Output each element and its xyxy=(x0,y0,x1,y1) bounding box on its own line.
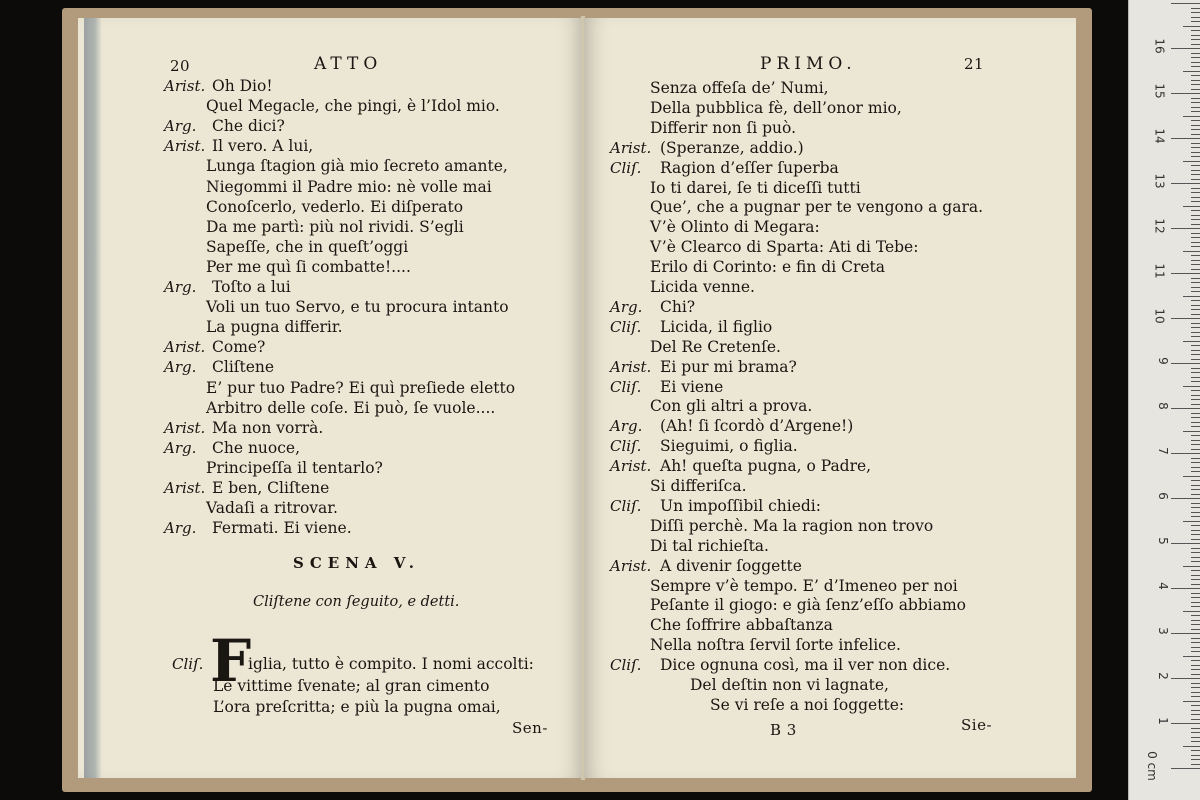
ruler-tick xyxy=(1191,471,1200,472)
ruler-tick xyxy=(1191,395,1200,396)
ruler-tick xyxy=(1183,296,1200,297)
ruler-tick xyxy=(1191,552,1200,553)
ruler-tick xyxy=(1191,458,1200,459)
ruler-tick xyxy=(1191,84,1200,85)
ruler-tick xyxy=(1191,692,1200,693)
verse-line: Fermati. Ei viene. xyxy=(212,519,352,538)
ruler-tick xyxy=(1191,39,1200,40)
ruler-tick xyxy=(1191,57,1200,58)
ruler-tick xyxy=(1191,359,1200,360)
ruler-tick xyxy=(1191,462,1200,463)
ruler-tick xyxy=(1183,341,1200,342)
ruler-label: 4 xyxy=(1156,582,1171,590)
ruler-tick xyxy=(1183,206,1200,207)
ruler-tick xyxy=(1191,440,1200,441)
speaker-label: Arist. xyxy=(610,457,652,476)
page-number: 20 xyxy=(170,57,191,75)
ruler-tick xyxy=(1171,633,1200,634)
verse-line: Che nuoce, xyxy=(212,438,301,457)
verse-line: Ei pur mi brama? xyxy=(660,357,797,376)
ruler-tick xyxy=(1191,111,1200,112)
ruler-tick xyxy=(1191,197,1200,198)
ruler-tick xyxy=(1183,566,1200,567)
verse-line: Toſto a lui xyxy=(212,278,291,296)
ruler-tick xyxy=(1171,768,1200,769)
signature-mark: B 3 xyxy=(770,721,797,739)
ruler-tick xyxy=(1191,624,1200,625)
ruler-tick xyxy=(1183,71,1200,72)
verse-line: E’ pur tuo Padre? Ei quì preſiede eletto xyxy=(206,378,516,397)
ruler-tick xyxy=(1191,606,1200,607)
ruler-tick xyxy=(1191,638,1200,639)
verse-line: Il vero. A lui, xyxy=(212,137,314,156)
ruler-tick xyxy=(1191,98,1200,99)
ruler-tick xyxy=(1191,102,1200,103)
verse-line: Ei viene xyxy=(660,377,724,396)
ruler-label: 8 xyxy=(1156,402,1171,410)
ruler-tick xyxy=(1191,125,1200,126)
ruler-tick xyxy=(1191,687,1200,688)
ruler-tick xyxy=(1191,750,1200,751)
ruler-tick xyxy=(1191,336,1200,337)
verse-line: Della pubblica fè, dell’onor mio, xyxy=(650,98,902,117)
speaker-label: Cliſ. xyxy=(610,656,642,675)
ruler-tick xyxy=(1191,399,1200,400)
ruler-tick xyxy=(1171,3,1200,4)
ruler-label: 9 xyxy=(1156,357,1171,365)
ruler-tick xyxy=(1191,732,1200,733)
ruler-tick xyxy=(1191,260,1200,261)
ruler-tick xyxy=(1191,651,1200,652)
ruler-tick xyxy=(1191,89,1200,90)
speaker-label: Arg. xyxy=(164,117,197,136)
ruler-tick xyxy=(1191,728,1200,729)
ruler-tick xyxy=(1171,138,1200,139)
speaker-label: Arist. xyxy=(610,138,652,157)
verse-line: Le vittime ſvenate; al gran cimento xyxy=(213,677,490,695)
verse-line: Oh Dio! xyxy=(212,77,273,95)
ruler-tick xyxy=(1191,219,1200,220)
ruler-tick xyxy=(1191,291,1200,292)
ruler-tick xyxy=(1191,332,1200,333)
ruler-tick xyxy=(1191,516,1200,517)
ruler-tick xyxy=(1191,147,1200,148)
verse-line: Si differiſca. xyxy=(650,477,747,495)
verse-line: V’è Clearco di Sparta: Ati di Tebe: xyxy=(650,238,919,257)
ruler-tick xyxy=(1183,611,1200,612)
ruler-label: 3 xyxy=(1156,627,1171,635)
ruler-tick xyxy=(1191,467,1200,468)
ruler-tick xyxy=(1191,705,1200,706)
ruler-tick xyxy=(1191,44,1200,45)
speaker-label: Arg. xyxy=(610,297,643,316)
drop-cap: F xyxy=(210,627,252,695)
ruler-tick xyxy=(1171,183,1200,184)
ruler-tick xyxy=(1183,431,1200,432)
verse-line: Arbitro delle coſe. Ei può, ſe vuole.... xyxy=(206,398,496,417)
ruler-tick xyxy=(1191,584,1200,585)
speaker-label: Arist. xyxy=(164,137,206,156)
ruler-tick xyxy=(1191,8,1200,9)
ruler-label: 1 xyxy=(1156,717,1171,725)
ruler-tick xyxy=(1191,372,1200,373)
ruler-tick xyxy=(1191,75,1200,76)
ruler-label: 15 xyxy=(1152,83,1167,99)
ruler-tick xyxy=(1171,453,1200,454)
speaker-label: Arg. xyxy=(610,417,643,436)
speaker-label: Cliſ. xyxy=(610,158,642,177)
speaker-label: Cliſ. xyxy=(610,496,642,515)
verse-line: Voli un tuo Servo, e tu procura intanto xyxy=(206,298,509,317)
ruler-tick xyxy=(1191,170,1200,171)
ruler-tick xyxy=(1191,305,1200,306)
ruler-tick xyxy=(1191,390,1200,391)
ruler-tick xyxy=(1171,273,1200,274)
speaker-label: Arg. xyxy=(164,438,197,457)
ruler-tick xyxy=(1191,534,1200,535)
ruler-tick xyxy=(1191,246,1200,247)
ruler-tick xyxy=(1191,561,1200,562)
ruler-tick xyxy=(1191,192,1200,193)
speaker-label: Arg. xyxy=(164,358,197,377)
ruler-tick xyxy=(1183,26,1200,27)
verse-line: E ben, Cliſtene xyxy=(212,479,330,497)
verse-line: Del deſtin non vi lagnate, xyxy=(690,676,889,694)
ruler-tick xyxy=(1191,12,1200,13)
verse-line: Un impoſſibil chiedi: xyxy=(660,496,821,515)
verse-line: Conoſcerlo, vederlo. Ei diſperato xyxy=(206,197,464,216)
ruler-tick xyxy=(1171,363,1200,364)
ruler-tick xyxy=(1191,683,1200,684)
left-page xyxy=(78,18,583,778)
ruler-tick xyxy=(1191,615,1200,616)
ruler-tick xyxy=(1191,489,1200,490)
running-header: PRIMO. xyxy=(760,54,857,74)
ruler-tick xyxy=(1191,152,1200,153)
ruler-tick xyxy=(1191,480,1200,481)
verse-line: Dice ognuna così, ma il ver non dice. xyxy=(660,656,951,675)
ruler-tick xyxy=(1191,264,1200,265)
ruler-tick xyxy=(1191,327,1200,328)
ruler-tick xyxy=(1191,134,1200,135)
verse-line: Senza offeſa de’ Numi, xyxy=(650,79,829,97)
ruler-tick xyxy=(1191,354,1200,355)
verse-line: Quel Megacle, che pingi, è l’Idol mio. xyxy=(206,97,500,116)
ruler-tick xyxy=(1191,309,1200,310)
ruler-tick xyxy=(1191,593,1200,594)
ruler-tick xyxy=(1191,714,1200,715)
ruler-tick xyxy=(1191,237,1200,238)
verse-line: Nella noſtra ſervil ſorte infelice. xyxy=(650,636,901,655)
ruler-label: 14 xyxy=(1152,128,1167,144)
verse-line: (Speranze, addio.) xyxy=(660,138,804,157)
ruler-tick xyxy=(1191,629,1200,630)
ruler-tick xyxy=(1191,548,1200,549)
ruler-tick xyxy=(1171,93,1200,94)
catchword: Sie- xyxy=(961,716,993,734)
ruler-label: 11 xyxy=(1152,263,1167,279)
ruler-tick xyxy=(1191,107,1200,108)
ruler-tick xyxy=(1191,719,1200,720)
ruler-tick xyxy=(1191,674,1200,675)
ruler-tick xyxy=(1191,642,1200,643)
ruler-tick xyxy=(1191,503,1200,504)
catchword: Sen- xyxy=(512,719,548,737)
ruler-tick xyxy=(1191,377,1200,378)
ruler-tick xyxy=(1191,525,1200,526)
verse-line: Che ſoffrire abbaſtanza xyxy=(650,616,833,635)
ruler-tick xyxy=(1171,318,1200,319)
verse-line: Licida venne. xyxy=(650,278,755,296)
verse-line: Ah! queſta pugna, o Padre, xyxy=(660,457,872,476)
ruler-tick xyxy=(1191,557,1200,558)
ruler-tick xyxy=(1191,53,1200,54)
ruler-tick xyxy=(1191,80,1200,81)
ruler-label: 10 xyxy=(1152,308,1167,324)
ruler-label: 7 xyxy=(1156,447,1171,455)
ruler-tick xyxy=(1191,696,1200,697)
ruler-tick xyxy=(1171,678,1200,679)
ruler-tick xyxy=(1183,161,1200,162)
ruler-tick xyxy=(1191,417,1200,418)
verse-line: Del Re Cretenſe. xyxy=(650,337,781,356)
verse-line: La pugna differir. xyxy=(206,318,343,337)
verse-line: Di tal richieſta. xyxy=(650,536,769,555)
ruler-tick xyxy=(1191,350,1200,351)
verse-line: Principeſſa il tentarlo? xyxy=(206,458,383,477)
ruler-tick xyxy=(1191,494,1200,495)
speaker-label: Cliſ. xyxy=(172,655,204,673)
ruler-tick xyxy=(1191,422,1200,423)
ruler-tick xyxy=(1191,404,1200,405)
verse-line: Licida, il figlio xyxy=(660,317,773,336)
page-number: 21 xyxy=(964,55,985,73)
verse-line: L’ora preſcritta; e più la pugna omai, xyxy=(213,698,501,716)
speaker-label: Cliſ. xyxy=(610,377,642,396)
ruler-label: 6 xyxy=(1156,492,1171,500)
ruler-tick xyxy=(1191,368,1200,369)
verse-line: (Ah! ſi ſcordò d’Argene!) xyxy=(660,417,854,436)
ruler-tick xyxy=(1191,579,1200,580)
speaker-label: Arist. xyxy=(164,338,206,357)
ruler-tick xyxy=(1191,764,1200,765)
ruler-tick xyxy=(1191,669,1200,670)
ruler-tick xyxy=(1183,746,1200,747)
ruler-tick xyxy=(1191,413,1200,414)
scene-title: SCENA V. xyxy=(293,554,421,572)
ruler-tick xyxy=(1191,539,1200,540)
ruler-label: 2 xyxy=(1156,672,1171,680)
ruler-tick xyxy=(1171,588,1200,589)
ruler-tick xyxy=(1191,323,1200,324)
ruler-tick xyxy=(1171,543,1200,544)
ruler-tick xyxy=(1191,444,1200,445)
ruler-tick xyxy=(1191,602,1200,603)
speaker-label: Cliſ. xyxy=(610,317,642,336)
ruler-tick xyxy=(1191,269,1200,270)
verse-line: Da me partì: più nol rividi. S’egli xyxy=(206,217,464,236)
verse-line: Peſante il giogo: e già ſenz’eſſo abbiamo xyxy=(650,596,967,615)
ruler-tick xyxy=(1191,710,1200,711)
scene-cast: Cliſtene con ſeguito, e detti. xyxy=(253,594,460,610)
speaker-label: Arg. xyxy=(164,519,197,538)
ruler-label: 12 xyxy=(1152,218,1167,234)
ruler-tick xyxy=(1191,300,1200,301)
ruler-tick xyxy=(1191,741,1200,742)
verse-line: iglia, tutto è compito. I nomi accolti: xyxy=(248,655,534,673)
verse-line: Lunga ſtagion già mio ſecreto amante, xyxy=(206,157,508,176)
ruler-tick xyxy=(1191,21,1200,22)
verse-line: Cliſtene xyxy=(212,358,275,377)
ruler-tick xyxy=(1191,426,1200,427)
verse-line: Diſſi perchè. Ma la ragion non trovo xyxy=(650,516,934,535)
ruler-tick xyxy=(1171,408,1200,409)
ruler-tick xyxy=(1171,48,1200,49)
ruler-tick xyxy=(1191,282,1200,283)
ruler-tick xyxy=(1191,215,1200,216)
ruler-tick xyxy=(1191,512,1200,513)
verse-line: V’è Olinto di Megara: xyxy=(650,218,820,237)
ruler-tick xyxy=(1191,759,1200,760)
verse-line: Que’, che a pugnar per te vengono a gara. xyxy=(650,198,984,217)
verse-line: Vadaſi a ritrovar. xyxy=(206,499,338,518)
ruler-tick xyxy=(1183,656,1200,657)
ruler-tick xyxy=(1191,174,1200,175)
ruler-tick xyxy=(1191,120,1200,121)
verse-line: Come? xyxy=(212,338,266,357)
ruler-tick xyxy=(1183,521,1200,522)
verse-line: Differir non ſi può. xyxy=(650,118,797,137)
verse-line: Io ti darei, ſe ti diceſſi tutti xyxy=(650,178,861,197)
verse-line: Con gli altri a prova. xyxy=(650,397,813,416)
speaker-label: Arist. xyxy=(164,479,206,497)
ruler-tick xyxy=(1191,755,1200,756)
verse-line: Che dici? xyxy=(212,117,285,136)
ruler-tick xyxy=(1191,165,1200,166)
ruler-tick xyxy=(1183,386,1200,387)
speaker-label: Arist. xyxy=(164,418,206,437)
ruler-tick xyxy=(1183,476,1200,477)
speaker-label: Arg. xyxy=(164,278,197,296)
ruler-label: 16 xyxy=(1152,38,1167,54)
ruler-tick xyxy=(1191,485,1200,486)
ruler-tick xyxy=(1191,660,1200,661)
ruler-tick xyxy=(1191,129,1200,130)
ruler-tick xyxy=(1191,647,1200,648)
ruler-tick xyxy=(1191,255,1200,256)
verse-line: Per me quì ſi combatte!.... xyxy=(206,257,411,276)
ruler-tick xyxy=(1191,314,1200,315)
ruler-label: 0 cm xyxy=(1145,751,1160,781)
ruler-tick xyxy=(1171,228,1200,229)
verse-line: Sapeſſe, che in queſt’oggi xyxy=(206,237,409,256)
running-header: ATTO xyxy=(314,54,383,74)
verse-line: Sieguimi, o figlia. xyxy=(660,437,798,456)
ruler-tick xyxy=(1191,278,1200,279)
ruler-tick xyxy=(1191,156,1200,157)
ruler-tick xyxy=(1191,62,1200,63)
ruler-tick xyxy=(1191,507,1200,508)
ruler-tick xyxy=(1191,35,1200,36)
ruler-tick xyxy=(1183,701,1200,702)
ruler-tick xyxy=(1171,723,1200,724)
ruler-tick xyxy=(1171,498,1200,499)
verse-line: Ma non vorrà. xyxy=(212,418,324,437)
ruler-tick xyxy=(1183,251,1200,252)
ruler-tick xyxy=(1191,233,1200,234)
ruler-tick xyxy=(1191,17,1200,18)
ruler-tick xyxy=(1191,449,1200,450)
verse-line: Sempre v’è tempo. E’ d’Imeneo per noi xyxy=(650,576,958,595)
ruler-tick xyxy=(1191,201,1200,202)
ruler-tick xyxy=(1191,435,1200,436)
verse-line: Erilo di Corinto: e fin di Creta xyxy=(650,258,886,277)
ruler-label: 13 xyxy=(1152,173,1167,189)
ruler-tick xyxy=(1183,116,1200,117)
speaker-label: Arist. xyxy=(164,77,206,95)
verse-line: Chi? xyxy=(660,297,696,316)
ruler-tick xyxy=(1191,188,1200,189)
speaker-label: Cliſ. xyxy=(610,437,642,456)
ruler-tick xyxy=(1191,143,1200,144)
verse-line: Ragion d’eſſer ſuperba xyxy=(660,158,839,177)
ruler-tick xyxy=(1191,620,1200,621)
ruler-tick xyxy=(1191,345,1200,346)
ruler-tick xyxy=(1191,66,1200,67)
ruler-tick xyxy=(1191,665,1200,666)
ruler-tick xyxy=(1191,530,1200,531)
verse-line: A divenir ſoggette xyxy=(660,556,802,575)
measuring-ruler xyxy=(1128,0,1200,800)
ruler-tick xyxy=(1191,179,1200,180)
ruler-tick xyxy=(1191,737,1200,738)
ruler-tick xyxy=(1191,210,1200,211)
ruler-tick xyxy=(1191,381,1200,382)
ruler-label: 5 xyxy=(1156,537,1171,545)
ruler-tick xyxy=(1191,597,1200,598)
ruler-tick xyxy=(1191,224,1200,225)
verse-line: Se vi reſe a noi ſoggette: xyxy=(710,695,905,714)
speaker-label: Arist. xyxy=(610,556,652,575)
verse-line: Niegommi il Padre mio: nè volle mai xyxy=(206,177,492,196)
ruler-tick xyxy=(1191,570,1200,571)
right-page xyxy=(584,18,1076,778)
ruler-tick xyxy=(1191,242,1200,243)
ruler-tick xyxy=(1191,30,1200,31)
ruler-tick xyxy=(1191,575,1200,576)
ruler-tick xyxy=(1191,287,1200,288)
speaker-label: Arist. xyxy=(610,357,652,376)
